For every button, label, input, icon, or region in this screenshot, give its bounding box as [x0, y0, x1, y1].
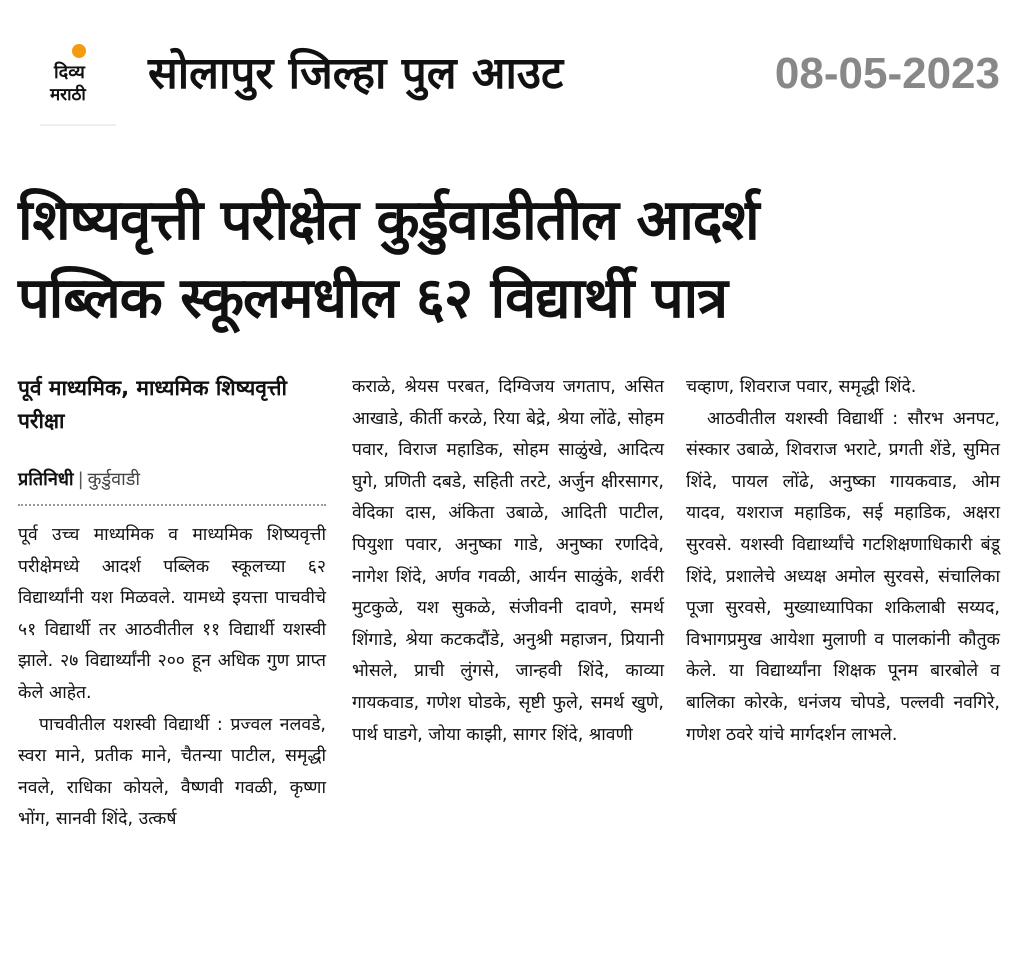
article-paragraph: चव्हाण, शिवराज पवार, समृद्धी शिंदे. [686, 377, 917, 397]
divya-marathi-logo [40, 40, 120, 120]
article-column-3 [686, 372, 1000, 751]
headline-line1: शिष्यवृत्ती परीक्षेत कुर्डुवाडीतील आदर्श [18, 188, 759, 253]
article-column-1 [18, 372, 326, 836]
article-paragraph: पूर्व उच्च माध्यमिक व माध्यमिक शिष्यवृत्ती परीक्षेमध्ये आदर्श पब्लिक स्कूलच्या ६२ विद्यार्थ्यांनी यश मिळवले. यामध्ये इयत्ता पाचवीचे ५१ विद्यार्थी तर आठवीतील ११ विद्यार्थी यशस्वी झाले. २७ विद्यार्थ्यांनी २०० हून अधिक गुण प्राप्त केले आहेत. [18, 525, 326, 703]
logo-divider [40, 124, 116, 126]
article-paragraph: पाचवीतील यशस्वी विद्यार्थी : प्रज्वल नलवडे, स्वरा माने, प्रतीक माने, चैतन्या पाटील, समृद्धी नवले, राधिका कोयले, वैष्णवी गवळी, कृष्णा भोंग, सानवी शिंदे, उत्कर्ष [18, 714, 326, 830]
edition-title: सोलापुर जिल्हा पुल आउट [148, 48, 564, 99]
byline [18, 466, 326, 494]
article-column-2 [352, 372, 664, 751]
article-subhead: पूर्व माध्यमिक, माध्यमिक शिष्यवृत्ती परीक्षा [18, 376, 287, 433]
article-paragraph: कराळे, श्रेयस परबत, दिग्विजय जगताप, असित आखाडे, कीर्ती करळे, रिया बेद्रे, श्रेया लोंढे, सोहम पवार, विराज महाडिक, सोहम साळुंखे, आदित्य घुगे, प्रणिती दबडे, सहिती तरटे, अर्जुन क्षीरसागर, वेदिका दास, अंकिता उबाळे, आदिती पाटील, पियुशा पवार, अनुष्का गाडे, अनुष्का रणदिवे, नागेश शिंदे, अर्णव गवळी, आर्यन साळुंके, शर्वरी मुटकुळे, यश सुकळे, संजीवनी दावणे, समर्थ शिंगाडे, श्रेया कटकदौंडे, अनुश्री महाजन, प्रियानी भोसले, प्राची लुंगसे, जान्हवी शिंदे, काव्या गायकवाड, गणेश घोडके, सृष्टी फुले, समर्थ खुणे, पार्थ घाडगे, जोया काझी, सागर शिंदे, श्रावणी [352, 377, 664, 745]
logo-text-line1: दिव्य [54, 62, 85, 83]
byline-place: कुर्डुवाडी [87, 469, 141, 490]
byline-divider [18, 504, 326, 506]
sun-icon [72, 44, 86, 58]
logo-text-line2: मराठी [50, 85, 86, 105]
headline-line2: पब्लिक स्कूलमधील ६२ विद्यार्थी पात्र [18, 266, 728, 331]
edition-date: 08-05-2023 [774, 49, 1000, 98]
byline-reporter: प्रतिनिधी [18, 469, 74, 490]
headline [18, 182, 1008, 338]
article-paragraph: आठवीतील यशस्वी विद्यार्थी : सौरभ अनपट, संस्कार उबाळे, शिवराज भराटे, प्रगती शेंडे, सुमित शिंदे, पायल लोंढे, अनुष्का गायकवाड, ओम यादव, यशराज महाडिक, सई महाडिक, अक्षरा सुरवसे. यशस्वी विद्यार्थ्यांचे गटशिक्षणाधिकारी बंडू शिंदे, प्रशालेचे अध्यक्ष अमोल सुरवसे, संचालिका पूजा सुरवसे, मुख्याध्यापिका शकिलाबी सय्यद, विभागप्रमुख आयेशा मुलाणी व पालकांनी कौतुक केले. या विद्यार्थ्यांना शिक्षक पूनम बारबोले व बालिका कोरके, धनंजय चोपडे, पल्लवी नवगिरे, गणेश ठवरे यांचे मार्गदर्शन लाभले. [686, 408, 1000, 745]
byline-separator: | [77, 469, 84, 490]
